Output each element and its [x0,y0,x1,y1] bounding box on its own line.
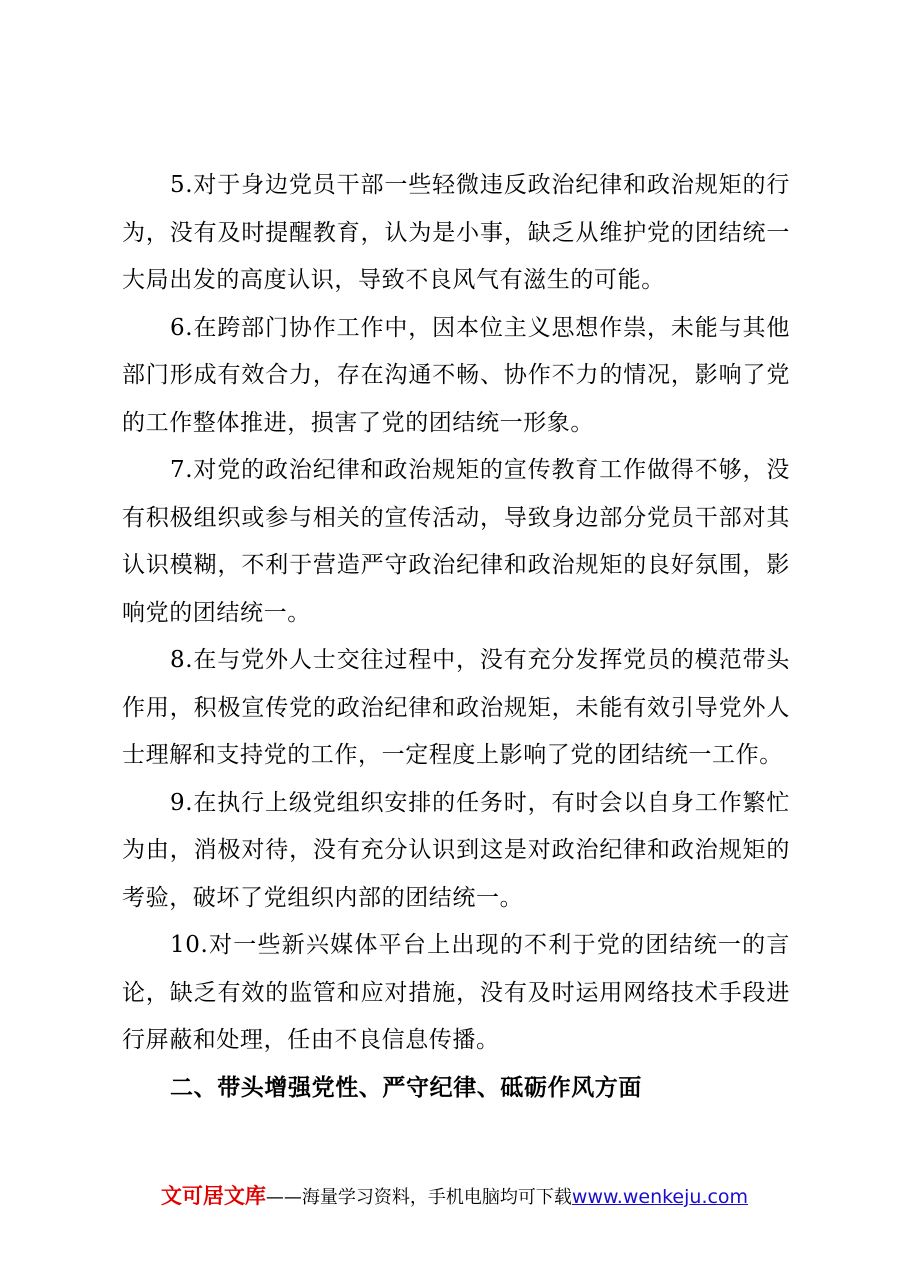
paragraph-item-8: 8.在与党外人士交往过程中，没有充分发挥党员的模范带头作用，积极宣传党的政治纪律和政治规矩，未能有效引导党外人士理解和支持党的工作，一定程度上影响了党的团结统一工作。 [122,647,790,768]
paragraph-item-10: 10.对一些新兴媒体平台上出现的不利于党的团结统一的言论，缺乏有效的监管和应对措施，没有及时运用网络技术手段进行屏蔽和处理，任由不良信息传播。 [122,932,790,1053]
document-body [122,162,790,1112]
paragraph-item-9: 9.在执行上级党组织安排的任务时，有时会以自身工作繁忙为由，消极对待，没有充分认识到这是对政治纪律和政治规矩的考验，破坏了党组织内部的团结统一。 [122,789,790,911]
paragraph-item-7: 7.对党的政治纪律和政治规矩的宣传教育工作做得不够，没有积极组织或参与相关的宣传活动，导致身边部分党员干部对其认识模糊，不利于营造严守政治纪律和政治规矩的良好氛围，影响党的团结统一。 [122,457,790,626]
section-heading: 二、带头增强党性、严守纪律、砥砺作风方面 [170,1074,642,1101]
footer-site-link[interactable]: www.wenkeju.com [571,1186,749,1208]
footer-brand: 文可居文库 [160,1184,266,1208]
footer-banner [0,1183,909,1211]
footer-tagline: ——海量学习资料，手机电脑均可下载 [265,1187,572,1208]
paragraph-item-5: 5.对于身边党员干部一些轻微违反政治纪律和政治规矩的行为，没有及时提醒教育，认为是小事，缺乏从维护党的团结统一大局出发的高度认识，导致不良风气有滋生的可能。 [122,172,790,293]
paragraph-item-6: 6.在跨部门协作工作中，因本位主义思想作祟，未能与其他部门形成有效合力，存在沟通不畅、协作不力的情况，影响了党的工作整体推进，损害了党的团结统一形象。 [122,314,790,436]
